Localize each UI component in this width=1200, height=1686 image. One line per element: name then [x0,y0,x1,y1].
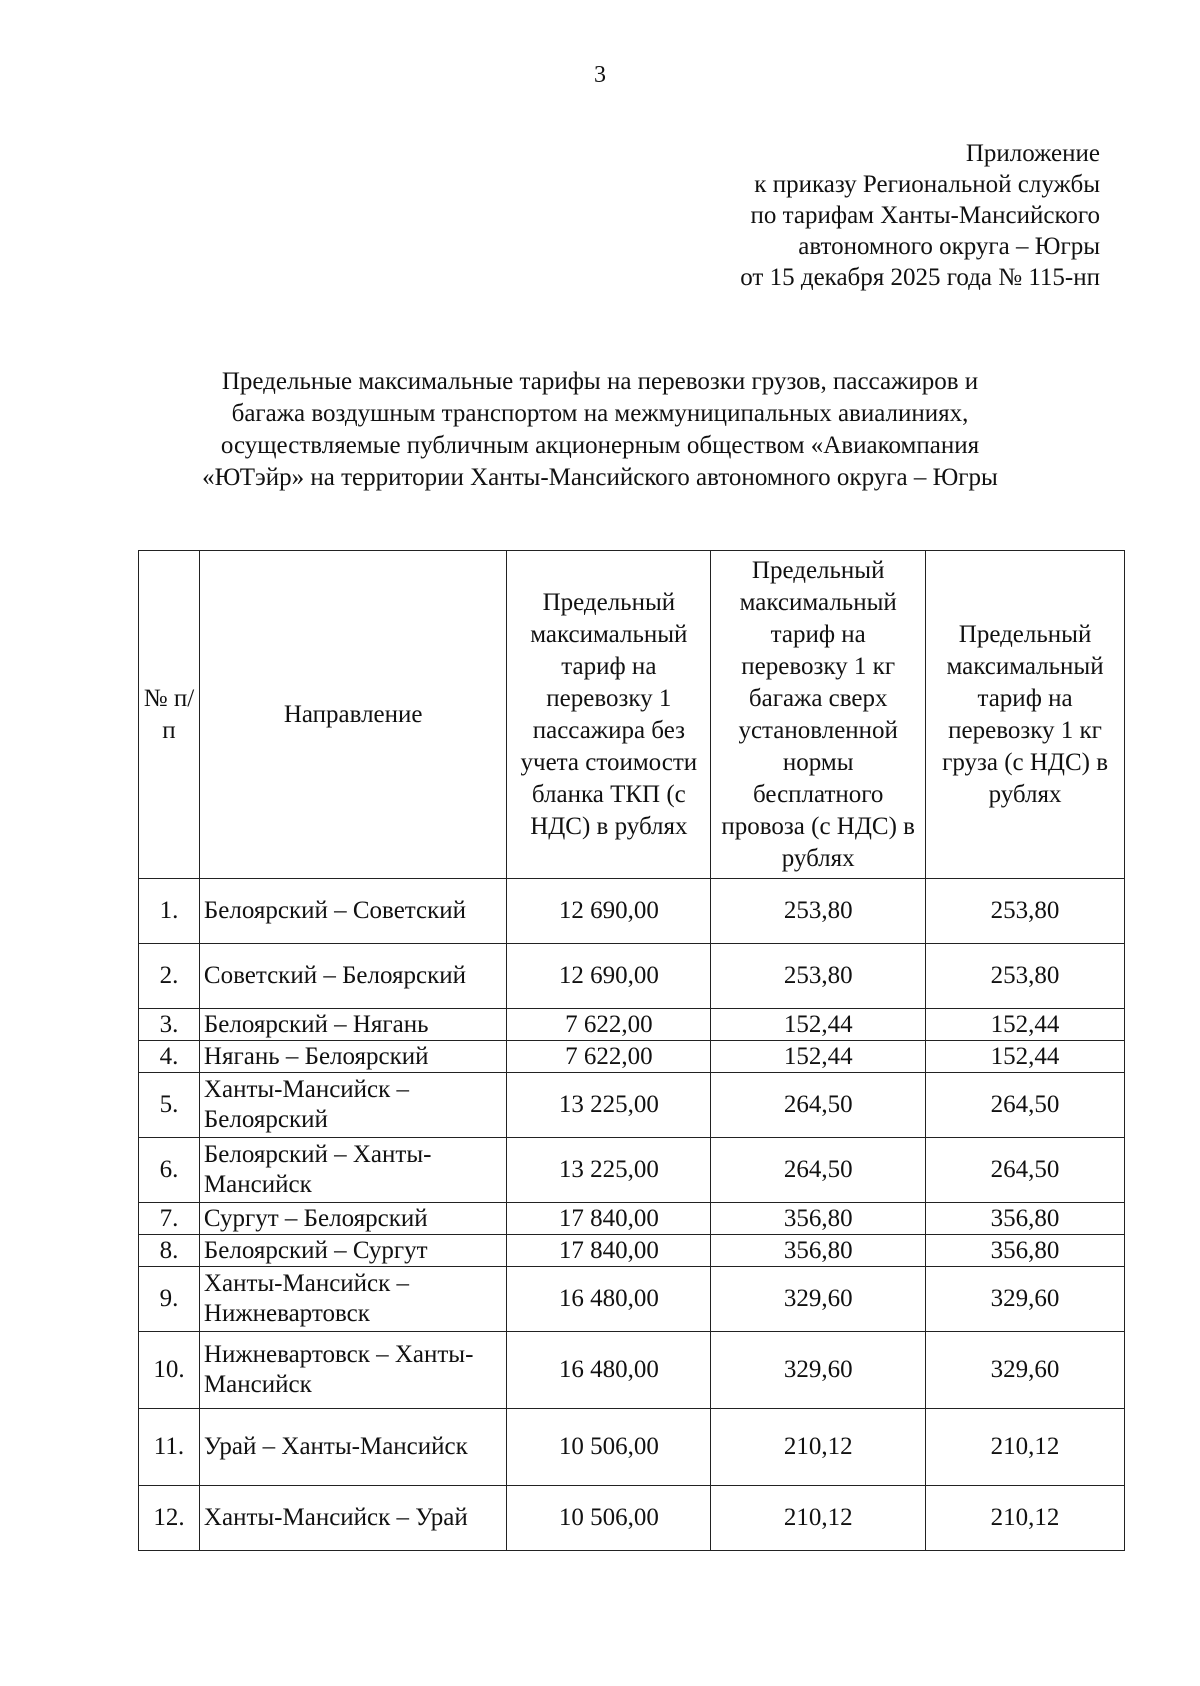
table-row [139,1332,1125,1409]
row-number: 2. [139,944,200,1009]
row-cargo-tariff: 264,50 [926,1073,1125,1138]
row-number: 4. [139,1041,200,1073]
table-row [139,944,1125,1009]
table-row [139,879,1125,944]
document-title [100,366,1100,494]
row-cargo-tariff: 152,44 [926,1041,1125,1073]
row-passenger-tariff: 17 840,00 [507,1235,711,1267]
row-direction: Ханты-Мансийск – Нижневартовск [199,1267,507,1332]
title-line: Предельные максимальные тарифы на перевозки грузов, пассажиров и [221,368,979,395]
row-direction: Белоярский – Советский [199,879,507,944]
row-baggage-tariff: 356,80 [711,1235,926,1267]
row-direction: Нягань – Белоярский [199,1041,507,1073]
row-direction: Ханты-Мансийск – Белоярский [199,1073,507,1138]
table-row [139,1235,1125,1267]
row-number: 3. [139,1009,200,1041]
row-direction: Нижневартовск – Ханты-Мансийск [199,1332,507,1409]
row-passenger-tariff: 7 622,00 [507,1009,711,1041]
row-passenger-tariff: 16 480,00 [507,1267,711,1332]
row-number: 11. [139,1409,200,1486]
table-row [139,1486,1125,1551]
table-row [139,1203,1125,1235]
row-cargo-tariff: 356,80 [926,1203,1125,1235]
row-number: 10. [139,1332,200,1409]
row-direction: Белоярский – Сургут [199,1235,507,1267]
header-number: № п/п [139,551,200,879]
row-cargo-tariff: 210,12 [926,1409,1125,1486]
appendix-line: от 15 декабря 2025 года № 115-нп [740,264,1100,291]
header-passenger-tariff: Предельный максимальный тариф на перевозку 1 пассажира без учета стоимости бланка ТКП (с НДС) в рублях [507,551,711,879]
row-number: 6. [139,1138,200,1203]
table-row [139,1073,1125,1138]
row-number: 1. [139,879,200,944]
row-baggage-tariff: 329,60 [711,1267,926,1332]
row-passenger-tariff: 10 506,00 [507,1409,711,1486]
row-baggage-tariff: 253,80 [711,944,926,1009]
appendix-line: автономного округа – Югры [798,233,1100,260]
row-baggage-tariff: 253,80 [711,879,926,944]
table-row [139,1267,1125,1332]
row-passenger-tariff: 12 690,00 [507,879,711,944]
page-number: 3 [594,62,606,88]
row-passenger-tariff: 16 480,00 [507,1332,711,1409]
table-row [139,1009,1125,1041]
row-direction: Сургут – Белоярский [199,1203,507,1235]
tariff-table [138,550,1125,1551]
row-baggage-tariff: 264,50 [711,1073,926,1138]
row-number: 8. [139,1235,200,1267]
table-row [139,1138,1125,1203]
title-line: багажа воздушным транспортом на межмуниципальных авиалиниях, [231,400,969,427]
row-cargo-tariff: 210,12 [926,1486,1125,1551]
row-baggage-tariff: 152,44 [711,1009,926,1041]
row-passenger-tariff: 10 506,00 [507,1486,711,1551]
row-baggage-tariff: 210,12 [711,1409,926,1486]
row-direction: Белоярский – Нягань [199,1009,507,1041]
row-cargo-tariff: 329,60 [926,1332,1125,1409]
appendix-line: к приказу Региональной службы [754,171,1100,198]
row-cargo-tariff: 152,44 [926,1009,1125,1041]
table-row [139,1409,1125,1486]
row-direction: Советский – Белоярский [199,944,507,1009]
row-baggage-tariff: 152,44 [711,1041,926,1073]
row-baggage-tariff: 264,50 [711,1138,926,1203]
row-cargo-tariff: 356,80 [926,1235,1125,1267]
appendix-block [740,138,1100,293]
title-line: осуществляемые публичным акционерным обществом «Авиакомпания [220,432,980,459]
row-direction: Ханты-Мансийск – Урай [199,1486,507,1551]
table-header-row [139,551,1125,879]
table-row [139,1041,1125,1073]
row-number: 7. [139,1203,200,1235]
row-direction: Белоярский – Ханты-Мансийск [199,1138,507,1203]
row-baggage-tariff: 210,12 [711,1486,926,1551]
row-passenger-tariff: 12 690,00 [507,944,711,1009]
header-baggage-tariff: Предельный максимальный тариф на перевозку 1 кг багажа сверх установленной нормы бесплатного провоза (с НДС) в рублях [711,551,926,879]
row-passenger-tariff: 13 225,00 [507,1138,711,1203]
row-cargo-tariff: 264,50 [926,1138,1125,1203]
appendix-line: по тарифам Ханты-Мансийского [750,202,1100,229]
row-cargo-tariff: 253,80 [926,879,1125,944]
row-cargo-tariff: 329,60 [926,1267,1125,1332]
row-number: 12. [139,1486,200,1551]
header-cargo-tariff: Предельный максимальный тариф на перевозку 1 кг груза (с НДС) в рублях [926,551,1125,879]
row-cargo-tariff: 253,80 [926,944,1125,1009]
row-baggage-tariff: 356,80 [711,1203,926,1235]
row-baggage-tariff: 329,60 [711,1332,926,1409]
header-direction: Направление [199,551,507,879]
row-direction: Урай – Ханты-Мансийск [199,1409,507,1486]
title-line: «ЮТэйр» на территории Ханты-Мансийского автономного округа – Югры [202,464,998,491]
row-number: 9. [139,1267,200,1332]
row-number: 5. [139,1073,200,1138]
appendix-line: Приложение [965,140,1100,167]
row-passenger-tariff: 7 622,00 [507,1041,711,1073]
row-passenger-tariff: 13 225,00 [507,1073,711,1138]
row-passenger-tariff: 17 840,00 [507,1203,711,1235]
